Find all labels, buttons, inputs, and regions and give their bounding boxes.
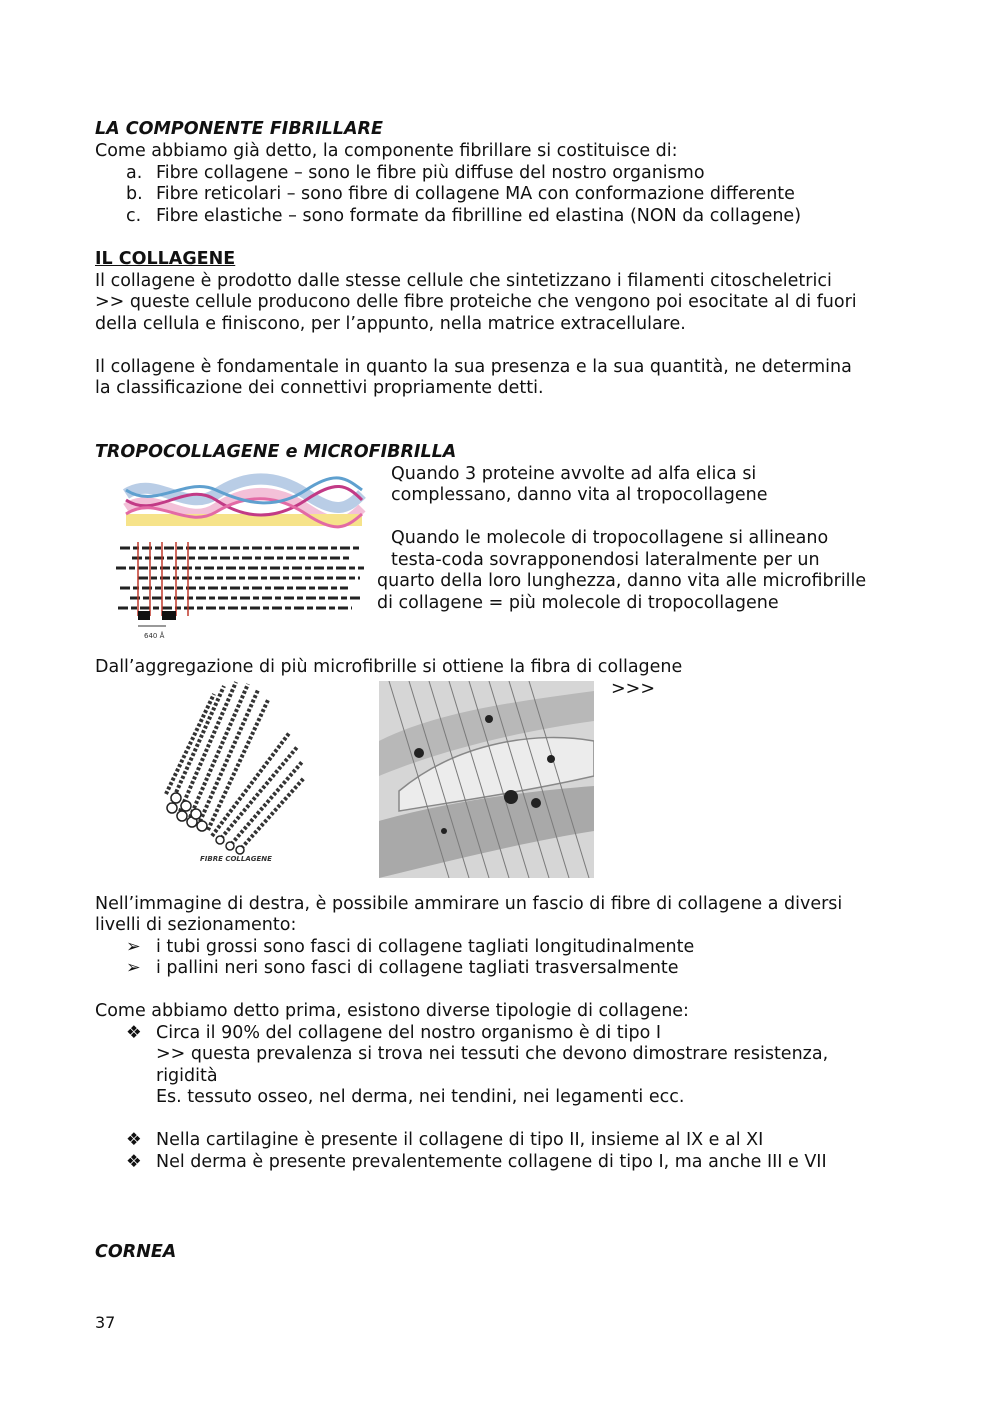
figure-caption-line: Quando le molecole di tropocollagene si allineano — [391, 528, 829, 548]
arrow-bullet-icon: ➢ — [126, 937, 141, 957]
arrow-text: >>> — [611, 679, 655, 699]
fibre-label: FIBRE COLLAGENE — [200, 855, 272, 863]
arrow-bullet-icon: ➢ — [126, 958, 141, 978]
collagen-fibre-drawing — [158, 676, 308, 866]
section-title-collagene: IL COLLAGENE — [95, 249, 236, 269]
section-title-componente-fibrillare: LA COMPONENTE FIBRILLARE — [95, 119, 383, 139]
list-marker: b. — [126, 184, 143, 204]
paragraph-line: Il collagene è prodotto dalle stesse cellule che sintetizzano i filamenti citoscheletrici — [95, 271, 832, 291]
section-title-cornea: CORNEA — [95, 1242, 177, 1262]
electron-micrograph — [379, 681, 594, 878]
paragraph-line: la classificazione dei connettivi propriamente detti. — [95, 378, 544, 398]
list-item — [126, 163, 142, 184]
figure-caption-line: Quando 3 proteine avvolte ad alfa elica si — [391, 464, 757, 484]
paragraph-line: Come abbiamo detto prima, esistono diverse tipologie di collagene: — [95, 1001, 689, 1021]
list-item-text: Fibre elastiche – sono formate da fibrilline ed elastina (NON da collagene) — [156, 206, 802, 226]
bullet-text: Es. tessuto osseo, nel derma, nei tendini, nei legamenti ecc. — [156, 1087, 685, 1107]
figure-caption-line: testa-coda sovrapponendosi lateralmente per un — [391, 550, 820, 570]
bullet-text: rigidità — [156, 1066, 218, 1086]
figure-caption-line: quarto della loro lunghezza, danno vita alle microfibrille — [377, 571, 867, 591]
paragraph-line: della cellula e finiscono, per l’appunto, nella matrice extracellulare. — [95, 314, 686, 334]
bullet-text: Nella cartilagine è presente il collagene di tipo II, insieme al IX e al XI — [156, 1130, 764, 1150]
diamond-bullet-icon: ❖ — [126, 1023, 142, 1043]
aggregation-line: Dall’aggregazione di più microfibrille si ottiene la fibra di collagene — [95, 657, 683, 677]
bullet-text: i pallini neri sono fasci di collagene tagliati trasversalmente — [156, 958, 679, 978]
list-item — [126, 184, 143, 205]
section-title-tropocollagene: TROPOCOLLAGENE e MICROFIBRILLA — [95, 442, 457, 462]
bullet-text: i tubi grossi sono fasci di collagene tagliati longitudinalmente — [156, 937, 695, 957]
section-intro: Come abbiamo già detto, la componente fibrillare si costituisce di: — [95, 141, 678, 161]
figure-scale-label: 640 Å — [144, 632, 165, 640]
diamond-bullet-icon: ❖ — [126, 1152, 142, 1172]
list-item-text: Fibre collagene – sono le fibre più diffuse del nostro organismo — [156, 163, 705, 183]
list-item-text: Fibre reticolari – sono fibre di collagene MA con conformazione differente — [156, 184, 795, 204]
paragraph-line: Il collagene è fondamentale in quanto la sua presenza e la sua quantità, ne determina — [95, 357, 852, 377]
figure-caption-line: complessano, danno vita al tropocollagene — [391, 485, 768, 505]
list-marker: c. — [126, 206, 142, 226]
figure-caption-line: di collagene = più molecole di tropocollagene — [377, 593, 779, 613]
bullet-text: Nel derma è presente prevalentemente collagene di tipo I, ma anche III e VII — [156, 1152, 827, 1172]
paragraph-line: livelli di sezionamento: — [95, 915, 297, 935]
diamond-bullet-icon: ❖ — [126, 1130, 142, 1150]
bullet-text: Circa il 90% del collagene del nostro organismo è di tipo I — [156, 1023, 662, 1043]
bullet-text: >> questa prevalenza si trova nei tessuti che devono dimostrare resistenza, — [156, 1044, 829, 1064]
tropocollagen-figure — [112, 470, 370, 642]
paragraph-line: Nell’immagine di destra, è possibile ammirare un fascio di fibre di collagene a diversi — [95, 894, 843, 914]
paragraph-line: >> queste cellule producono delle fibre proteiche che vengono poi esocitate al di fuori — [95, 292, 857, 312]
list-item — [126, 206, 141, 227]
list-marker: a. — [126, 163, 143, 183]
page-number: 37 — [95, 1313, 116, 1332]
